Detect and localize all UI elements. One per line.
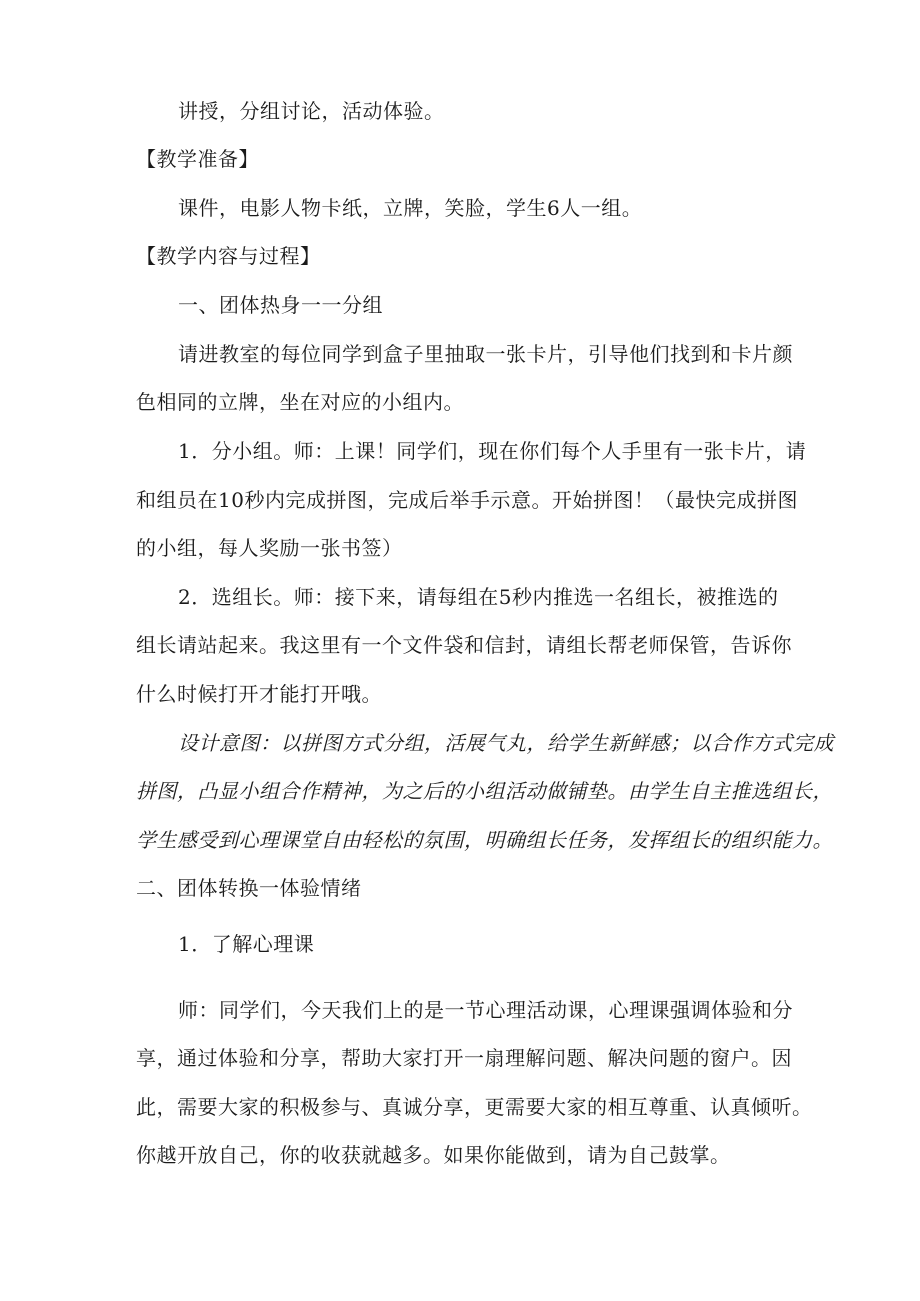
step1-line1: 1．分小组。师：上课！同学们，现在你们每个人手里有一张卡片，请 xyxy=(178,439,807,463)
prep-heading: 【教学准备】 xyxy=(136,147,259,171)
section2-para-line3: 此，需要大家的积极参与、真诚分享，更需要大家的相互尊重、认真倾听。 xyxy=(136,1095,813,1119)
design-intent-line3: 学生感受到心理课堂自由轻松的氛围，明确组长任务，发挥组长的组织能力。 xyxy=(136,828,833,852)
section2-para-line1: 师：同学们，今天我们上的是一节心理活动课，心理课强调体验和分 xyxy=(178,998,793,1022)
step1-line3: 的小组，每人奖励一张书签） xyxy=(136,536,403,560)
section1-title: 一、团体热身一一分组 xyxy=(178,293,383,317)
step1-line2: 和组员在10秒内完成拼图，完成后举手示意。开始拼图！（最快完成拼图 xyxy=(136,488,798,512)
design-intent-line2: 拼图，凸显小组合作精神，为之后的小组活动做铺垫。由学生自主推选组长， xyxy=(136,779,833,803)
section2-sub1: 1．了解心理课 xyxy=(178,932,315,956)
section1-intro-line1: 请进教室的每位同学到盒子里抽取一张卡片，引导他们找到和卡片颜 xyxy=(178,342,793,366)
step2-line3: 什么时候打开才能打开哦。 xyxy=(136,682,382,706)
section1-intro-line2: 色相同的立牌，坐在对应的小组内。 xyxy=(136,390,464,414)
teaching-methods-text: 讲授，分组讨论，活动体验。 xyxy=(178,99,445,123)
step2-line1: 2．选组长。师：接下来，请每组在5秒内推选一名组长，被推选的 xyxy=(178,585,779,609)
section2-para-line2: 享，通过体验和分享，帮助大家打开一扇理解问题、解决问题的窗户。因 xyxy=(136,1046,792,1070)
step2-line2: 组长请站起来。我这里有一个文件袋和信封，请组长帮老师保管，告诉你 xyxy=(136,633,792,657)
content-heading: 【教学内容与过程】 xyxy=(136,244,321,268)
design-intent-line1: 设计意图：以拼图方式分组，活展气丸，给学生新鲜感；以合作方式完成 xyxy=(178,731,834,755)
prep-text: 课件，电影人物卡纸，立牌，笑脸，学生6人一组。 xyxy=(178,196,643,220)
section2-title: 二、团体转换一体验情绪 xyxy=(136,876,362,900)
section2-para-line4: 你越开放自己，你的收获就越多。如果你能做到，请为自己鼓掌。 xyxy=(136,1143,731,1167)
